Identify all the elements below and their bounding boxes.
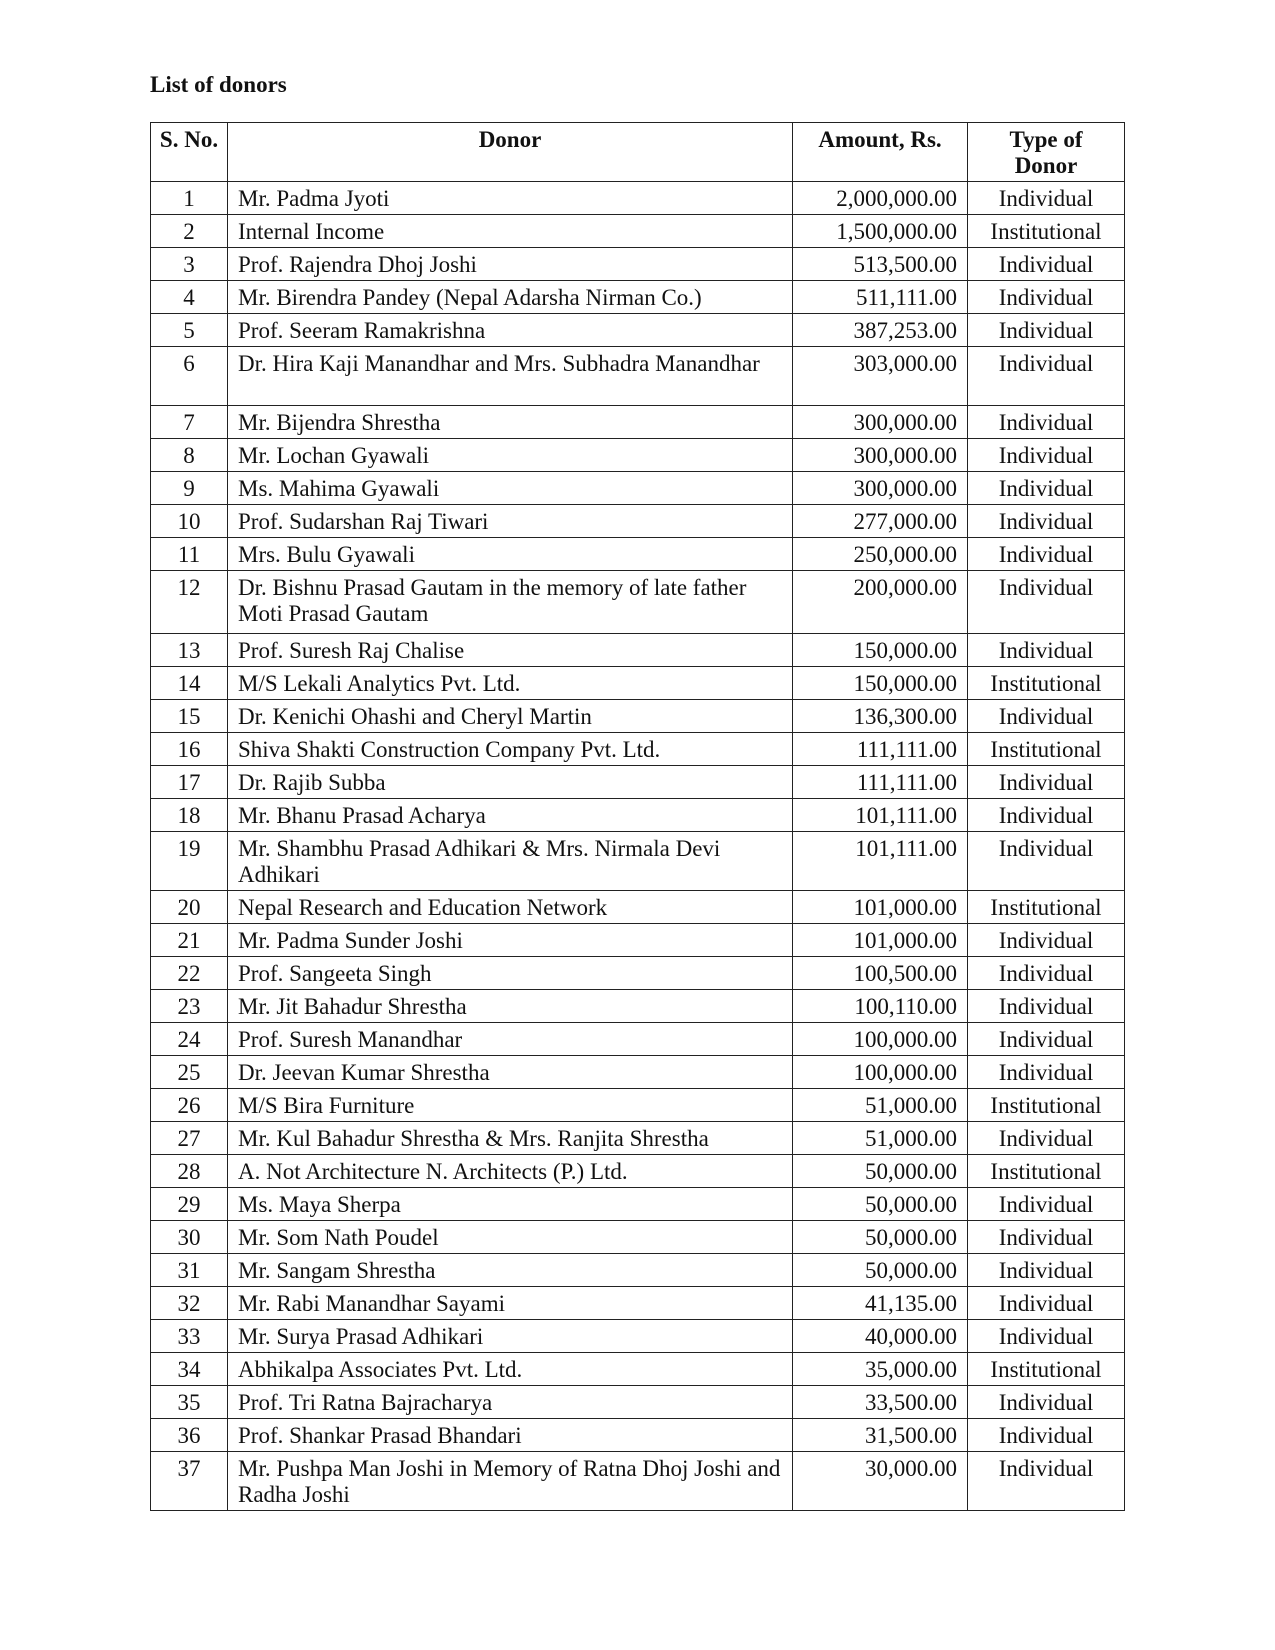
amount-cell: 51,000.00 — [793, 1089, 968, 1122]
donor-cell: M/S Bira Furniture — [228, 1089, 793, 1122]
donor-cell: Prof. Suresh Manandhar — [228, 1023, 793, 1056]
donor-cell: M/S Lekali Analytics Pvt. Ltd. — [228, 667, 793, 700]
sno-cell: 31 — [151, 1254, 228, 1287]
donor-cell: Mr. Rabi Manandhar Sayami — [228, 1287, 793, 1320]
donor-type-cell: Individual — [968, 957, 1125, 990]
table-header-row — [151, 123, 1125, 182]
amount-cell: 277,000.00 — [793, 505, 968, 538]
sno-cell: 25 — [151, 1056, 228, 1089]
amount-cell: 150,000.00 — [793, 667, 968, 700]
sno-cell: 33 — [151, 1320, 228, 1353]
amount-cell: 41,135.00 — [793, 1287, 968, 1320]
sno-cell: 19 — [151, 832, 228, 891]
amount-cell: 111,111.00 — [793, 766, 968, 799]
donor-type-cell: Individual — [968, 924, 1125, 957]
amount-cell: 50,000.00 — [793, 1221, 968, 1254]
donor-cell: Shiva Shakti Construction Company Pvt. Ltd. — [228, 733, 793, 766]
sno-cell: 18 — [151, 799, 228, 832]
amount-cell: 35,000.00 — [793, 1353, 968, 1386]
amount-cell: 100,000.00 — [793, 1056, 968, 1089]
table-row — [151, 215, 1125, 248]
column-header-donor: Donor — [228, 123, 793, 182]
amount-cell: 30,000.00 — [793, 1452, 968, 1511]
donor-cell: Dr. Kenichi Ohashi and Cheryl Martin — [228, 700, 793, 733]
table-row — [151, 957, 1125, 990]
donor-type-cell: Individual — [968, 439, 1125, 472]
amount-cell: 100,110.00 — [793, 990, 968, 1023]
donor-cell: Prof. Sudarshan Raj Tiwari — [228, 505, 793, 538]
amount-cell: 250,000.00 — [793, 538, 968, 571]
table-row — [151, 733, 1125, 766]
donor-type-cell: Individual — [968, 634, 1125, 667]
amount-cell: 136,300.00 — [793, 700, 968, 733]
donor-type-cell: Institutional — [968, 891, 1125, 924]
amount-cell: 300,000.00 — [793, 439, 968, 472]
donor-cell: Mr. Padma Sunder Joshi — [228, 924, 793, 957]
sno-cell: 20 — [151, 891, 228, 924]
column-header-amount: Amount, Rs. — [793, 123, 968, 182]
table-row — [151, 799, 1125, 832]
donor-type-cell: Individual — [968, 1419, 1125, 1452]
sno-cell: 29 — [151, 1188, 228, 1221]
donor-table — [150, 122, 1125, 1511]
sno-cell: 28 — [151, 1155, 228, 1188]
amount-cell: 513,500.00 — [793, 248, 968, 281]
table-row — [151, 1287, 1125, 1320]
amount-cell: 101,111.00 — [793, 799, 968, 832]
donor-cell: Mr. Kul Bahadur Shrestha & Mrs. Ranjita Shrestha — [228, 1122, 793, 1155]
sno-cell: 10 — [151, 505, 228, 538]
table-row — [151, 347, 1125, 406]
donor-type-cell: Institutional — [968, 1089, 1125, 1122]
donor-cell: Dr. Hira Kaji Manandhar and Mrs. Subhadra Manandhar — [228, 347, 793, 406]
sno-cell: 32 — [151, 1287, 228, 1320]
donor-cell: Prof. Rajendra Dhoj Joshi — [228, 248, 793, 281]
amount-cell: 31,500.00 — [793, 1419, 968, 1452]
donor-type-cell: Individual — [968, 1056, 1125, 1089]
amount-cell: 1,500,000.00 — [793, 215, 968, 248]
amount-cell: 100,000.00 — [793, 1023, 968, 1056]
sno-cell: 16 — [151, 733, 228, 766]
donor-type-cell: Individual — [968, 314, 1125, 347]
amount-cell: 100,500.00 — [793, 957, 968, 990]
amount-cell: 51,000.00 — [793, 1122, 968, 1155]
amount-cell: 33,500.00 — [793, 1386, 968, 1419]
amount-cell: 50,000.00 — [793, 1188, 968, 1221]
donor-type-cell: Individual — [968, 505, 1125, 538]
table-row — [151, 472, 1125, 505]
sno-cell: 7 — [151, 406, 228, 439]
donor-type-cell: Individual — [968, 766, 1125, 799]
sno-cell: 4 — [151, 281, 228, 314]
sno-cell: 11 — [151, 538, 228, 571]
sno-cell: 15 — [151, 700, 228, 733]
donor-type-cell: Individual — [968, 281, 1125, 314]
donor-cell: Mr. Bhanu Prasad Acharya — [228, 799, 793, 832]
amount-cell: 2,000,000.00 — [793, 182, 968, 215]
amount-cell: 101,000.00 — [793, 924, 968, 957]
donor-type-cell: Individual — [968, 347, 1125, 406]
table-row — [151, 1419, 1125, 1452]
column-header-sno: S. No. — [151, 123, 228, 182]
donor-cell: Abhikalpa Associates Pvt. Ltd. — [228, 1353, 793, 1386]
sno-cell: 22 — [151, 957, 228, 990]
sno-cell: 17 — [151, 766, 228, 799]
donor-type-cell: Individual — [968, 1221, 1125, 1254]
table-row — [151, 1056, 1125, 1089]
column-header-type: Type of Donor — [968, 123, 1125, 182]
sno-cell: 13 — [151, 634, 228, 667]
donor-type-cell: Individual — [968, 1023, 1125, 1056]
donor-cell: Nepal Research and Education Network — [228, 891, 793, 924]
sno-cell: 9 — [151, 472, 228, 505]
donor-cell: Internal Income — [228, 215, 793, 248]
sno-cell: 3 — [151, 248, 228, 281]
donor-cell: Dr. Jeevan Kumar Shrestha — [228, 1056, 793, 1089]
donor-cell: Mr. Surya Prasad Adhikari — [228, 1320, 793, 1353]
donor-type-cell: Individual — [968, 1254, 1125, 1287]
table-row — [151, 1023, 1125, 1056]
table-row — [151, 990, 1125, 1023]
sno-cell: 35 — [151, 1386, 228, 1419]
table-row — [151, 182, 1125, 215]
table-row — [151, 571, 1125, 634]
donor-type-cell: Institutional — [968, 1155, 1125, 1188]
donor-type-cell: Individual — [968, 832, 1125, 891]
donor-cell: Prof. Seeram Ramakrishna — [228, 314, 793, 347]
donor-cell: Ms. Mahima Gyawali — [228, 472, 793, 505]
donor-type-cell: Individual — [968, 1287, 1125, 1320]
donor-type-cell: Institutional — [968, 1353, 1125, 1386]
table-row — [151, 1155, 1125, 1188]
amount-cell: 511,111.00 — [793, 281, 968, 314]
table-row — [151, 538, 1125, 571]
sno-cell: 27 — [151, 1122, 228, 1155]
donor-type-cell: Individual — [968, 799, 1125, 832]
table-row — [151, 924, 1125, 957]
amount-cell: 50,000.00 — [793, 1254, 968, 1287]
table-row — [151, 1188, 1125, 1221]
table-row — [151, 700, 1125, 733]
donor-cell: Dr. Rajib Subba — [228, 766, 793, 799]
donor-type-cell: Individual — [968, 571, 1125, 634]
donor-type-cell: Institutional — [968, 733, 1125, 766]
table-row — [151, 1221, 1125, 1254]
donor-type-cell: Individual — [968, 538, 1125, 571]
donor-cell: Prof. Sangeeta Singh — [228, 957, 793, 990]
sno-cell: 1 — [151, 182, 228, 215]
donor-cell: Dr. Bishnu Prasad Gautam in the memory of late father Moti Prasad Gautam — [228, 571, 793, 634]
sno-cell: 8 — [151, 439, 228, 472]
sno-cell: 23 — [151, 990, 228, 1023]
table-row — [151, 1089, 1125, 1122]
table-row — [151, 891, 1125, 924]
table-row — [151, 667, 1125, 700]
donor-type-cell: Individual — [968, 990, 1125, 1023]
donor-cell: Ms. Maya Sherpa — [228, 1188, 793, 1221]
sno-cell: 36 — [151, 1419, 228, 1452]
donor-type-cell: Individual — [968, 1386, 1125, 1419]
donor-cell: Prof. Suresh Raj Chalise — [228, 634, 793, 667]
amount-cell: 200,000.00 — [793, 571, 968, 634]
sno-cell: 21 — [151, 924, 228, 957]
table-row — [151, 1254, 1125, 1287]
page-title: List of donors — [150, 72, 287, 97]
donor-cell: Mr. Som Nath Poudel — [228, 1221, 793, 1254]
amount-cell: 101,000.00 — [793, 891, 968, 924]
table-row — [151, 634, 1125, 667]
amount-cell: 300,000.00 — [793, 472, 968, 505]
donor-type-cell: Individual — [968, 472, 1125, 505]
amount-cell: 300,000.00 — [793, 406, 968, 439]
sno-cell: 26 — [151, 1089, 228, 1122]
donor-type-cell: Institutional — [968, 667, 1125, 700]
donor-cell: Mr. Birendra Pandey (Nepal Adarsha Nirman Co.) — [228, 281, 793, 314]
donor-type-cell: Individual — [968, 182, 1125, 215]
sno-cell: 12 — [151, 571, 228, 634]
donor-cell: A. Not Architecture N. Architects (P.) Ltd. — [228, 1155, 793, 1188]
sno-cell: 24 — [151, 1023, 228, 1056]
amount-cell: 387,253.00 — [793, 314, 968, 347]
table-row — [151, 766, 1125, 799]
donor-cell: Mr. Jit Bahadur Shrestha — [228, 990, 793, 1023]
sno-cell: 5 — [151, 314, 228, 347]
donor-cell: Mrs. Bulu Gyawali — [228, 538, 793, 571]
sno-cell: 37 — [151, 1452, 228, 1511]
amount-cell: 150,000.00 — [793, 634, 968, 667]
donor-type-cell: Individual — [968, 1320, 1125, 1353]
donor-type-cell: Individual — [968, 406, 1125, 439]
sno-cell: 14 — [151, 667, 228, 700]
donor-cell: Mr. Sangam Shrestha — [228, 1254, 793, 1287]
donor-cell: Mr. Lochan Gyawali — [228, 439, 793, 472]
amount-cell: 101,111.00 — [793, 832, 968, 891]
donor-cell: Mr. Pushpa Man Joshi in Memory of Ratna Dhoj Joshi and Radha Joshi — [228, 1452, 793, 1511]
table-row — [151, 1353, 1125, 1386]
amount-cell: 40,000.00 — [793, 1320, 968, 1353]
table-row — [151, 439, 1125, 472]
donor-cell: Mr. Bijendra Shrestha — [228, 406, 793, 439]
table-row — [151, 832, 1125, 891]
table-row — [151, 281, 1125, 314]
table-row — [151, 1122, 1125, 1155]
donor-type-cell: Individual — [968, 1122, 1125, 1155]
amount-cell: 111,111.00 — [793, 733, 968, 766]
table-row — [151, 505, 1125, 538]
donor-type-cell: Individual — [968, 700, 1125, 733]
donor-cell: Prof. Tri Ratna Bajracharya — [228, 1386, 793, 1419]
donor-type-cell: Individual — [968, 1188, 1125, 1221]
donor-type-cell: Individual — [968, 1452, 1125, 1511]
donor-cell: Mr. Padma Jyoti — [228, 182, 793, 215]
table-row — [151, 314, 1125, 347]
sno-cell: 6 — [151, 347, 228, 406]
amount-cell: 50,000.00 — [793, 1155, 968, 1188]
sno-cell: 30 — [151, 1221, 228, 1254]
donor-cell: Mr. Shambhu Prasad Adhikari & Mrs. Nirmala Devi Adhikari — [228, 832, 793, 891]
donor-cell: Prof. Shankar Prasad Bhandari — [228, 1419, 793, 1452]
donor-type-cell: Institutional — [968, 215, 1125, 248]
table-row — [151, 406, 1125, 439]
amount-cell: 303,000.00 — [793, 347, 968, 406]
table-row — [151, 1452, 1125, 1511]
table-row — [151, 248, 1125, 281]
donor-type-cell: Individual — [968, 248, 1125, 281]
table-body — [151, 182, 1125, 1511]
sno-cell: 2 — [151, 215, 228, 248]
table-row — [151, 1386, 1125, 1419]
table-row — [151, 1320, 1125, 1353]
sno-cell: 34 — [151, 1353, 228, 1386]
